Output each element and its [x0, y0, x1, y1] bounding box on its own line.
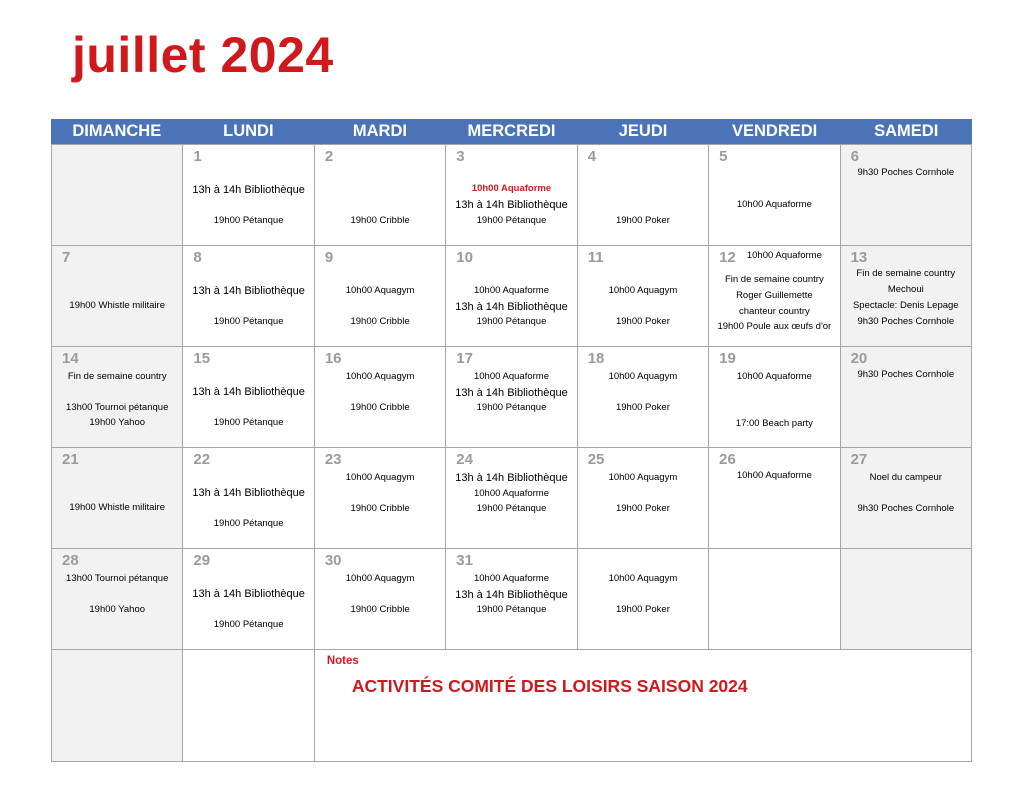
event-item: 10h00 Aquagym [608, 472, 678, 483]
event-item: 10h00 Aquagym [345, 573, 415, 584]
day-cell [315, 246, 446, 347]
event-item: 19h00 Yahoo [89, 604, 146, 615]
notes-label: Notes [326, 655, 359, 667]
event-item: chanteur country [738, 306, 810, 317]
event-item: 9h30 Poches Cornhole [857, 316, 955, 327]
event-item: 19h00 Pétanque [476, 316, 547, 327]
event-item: 10h00 Aquagym [345, 371, 415, 382]
event-item: 9h30 Poches Cornhole [857, 167, 955, 178]
day-cell [315, 347, 446, 448]
day-number: 29 [193, 552, 211, 569]
day-cell [52, 145, 183, 246]
event-item: 17:00 Beach party [735, 418, 813, 429]
event-item: 19h00 Pétanque [476, 604, 547, 615]
day-cell [446, 448, 577, 549]
event-item: 19h00 Pétanque [213, 619, 284, 630]
day-cell [709, 347, 840, 448]
weekday-friday: VENDREDI [732, 122, 818, 140]
day-number: 10 [456, 249, 473, 266]
event-item: 13h à 14h Bibliothèque [455, 199, 568, 211]
weekday-sunday: DIMANCHE [72, 122, 162, 140]
day-cell [183, 145, 314, 246]
day-number: 15 [193, 350, 211, 367]
day-number: 1 [193, 148, 202, 165]
event-item: 19h00 Whistle militaire [69, 300, 165, 311]
event-item: 19h00 Pétanque [476, 503, 547, 514]
day-cell [709, 246, 840, 347]
event-item: 10h00 Aquagym [608, 371, 678, 382]
event-item: 19h00 Poker [615, 316, 670, 327]
event-item: 10h00 Aquaforme [473, 285, 549, 296]
day-cell [315, 549, 446, 650]
day-number: 17 [456, 350, 473, 367]
event-item: 13h à 14h Bibliothèque [192, 487, 305, 499]
event-item: 19h00 Pétanque [213, 316, 284, 327]
day-cell [841, 549, 972, 650]
event-item: Fin de semaine country [856, 268, 956, 279]
day-number: 13 [850, 249, 868, 266]
day-cell [578, 145, 709, 246]
event-item: 19h00 Poker [615, 604, 670, 615]
event-item: 10h00 Aquagym [345, 285, 415, 296]
event-item: Fin de semaine country [724, 274, 824, 285]
event-item: 19h00 Pétanque [476, 215, 547, 226]
event-item: 10h00 Aquaforme [471, 183, 552, 194]
day-cell [446, 246, 577, 347]
day-number: 9 [324, 249, 334, 266]
day-cell [578, 549, 709, 650]
day-cell [315, 448, 446, 549]
event-item: 19h00 Cribble [350, 503, 410, 514]
weekday-tuesday: MARDI [352, 122, 407, 140]
day-number: 24 [456, 451, 473, 468]
day-number: 30 [324, 552, 342, 569]
day-number: 3 [456, 148, 465, 165]
day-cell [578, 448, 709, 549]
day-number: 4 [587, 148, 597, 165]
day-cell [709, 145, 840, 246]
day-cell [52, 246, 183, 347]
day-number: 6 [850, 148, 859, 165]
event-item: 9h30 Poches Cornhole [857, 369, 955, 380]
day-cell [709, 549, 840, 650]
event-item: 13h à 14h Bibliothèque [455, 387, 568, 399]
day-number: 18 [587, 350, 605, 367]
day-cell [183, 246, 314, 347]
day-cell [52, 448, 183, 549]
day-cell [446, 145, 577, 246]
event-item: 19h00 Cribble [350, 402, 410, 413]
day-cell [446, 549, 577, 650]
day-number: 7 [62, 249, 71, 266]
day-number: 14 [62, 350, 79, 367]
event-item: 13h à 14h Bibliothèque [455, 472, 568, 484]
weekday-monday: LUNDI [223, 122, 274, 140]
event-item: Mechoui [887, 284, 924, 295]
event-item: 19h00 Cribble [350, 604, 410, 615]
weekday-wednesday: MERCREDI [467, 122, 556, 140]
calendar [51, 119, 972, 762]
weekday-saturday: SAMEDI [874, 122, 939, 140]
event-item: 19h00 Pétanque [476, 402, 547, 413]
event-item: 19h00 Pétanque [213, 518, 284, 529]
event-item: 19h00 Cribble [350, 316, 410, 327]
day-cell [183, 448, 314, 549]
notes-text: ACTIVITÉS COMITÉ DES LOISIRS SAISON 2024 [351, 676, 748, 696]
day-cell [183, 347, 314, 448]
event-item: 13h à 14h Bibliothèque [192, 386, 305, 398]
event-item: 19h00 Whistle militaire [69, 502, 165, 513]
event-item: Noel du campeur [869, 472, 942, 483]
event-item: 13h à 14h Bibliothèque [192, 588, 305, 600]
event-item: 10h00 Aquagym [608, 285, 678, 296]
event-item: 13h à 14h Bibliothèque [455, 589, 568, 601]
day-cell [841, 246, 972, 347]
day-cell [578, 347, 709, 448]
day-cell [52, 549, 183, 650]
day-number: 5 [719, 148, 728, 165]
event-item: 10h00 Aquaforme [473, 488, 549, 499]
event-item: 19h00 Pétanque [213, 417, 284, 428]
day-cell [841, 145, 972, 246]
event-item: 10h00 Aquaforme [736, 470, 812, 481]
event-item: Fin de semaine country [67, 371, 167, 382]
event-item: 19h00 Poule aux œufs d'or [717, 321, 832, 332]
day-cell [446, 347, 577, 448]
event-item: 13h à 14h Bibliothèque [192, 184, 305, 196]
event-item: 19h00 Pétanque [213, 215, 284, 226]
day-number: 31 [456, 552, 473, 569]
day-number: 19 [719, 350, 736, 367]
day-cell [52, 347, 183, 448]
event-item: 13h00 Tournoi pétanque [66, 402, 169, 413]
calendar-grid [51, 144, 972, 650]
day-number: 16 [324, 350, 342, 367]
day-number: 25 [587, 451, 605, 468]
day-cell [841, 347, 972, 448]
day-number: 28 [62, 552, 79, 569]
event-item: 9h30 Poches Cornhole [857, 503, 955, 514]
notes-empty-cell [183, 650, 314, 762]
day-number: 27 [850, 451, 868, 468]
notes-box [315, 650, 972, 762]
event-item: 13h à 14h Bibliothèque [192, 285, 305, 297]
day-number: 11 [587, 249, 604, 266]
event-item: 10h00 Aquaforme [746, 250, 822, 261]
day-cell [578, 246, 709, 347]
day-number: 8 [193, 249, 202, 266]
event-item: 13h00 Tournoi pétanque [66, 573, 169, 584]
day-number: 23 [324, 451, 342, 468]
event-item: 10h00 Aquaforme [473, 371, 549, 382]
event-item: 19h00 Poker [615, 402, 670, 413]
day-cell [315, 145, 446, 246]
event-item: 19h00 Cribble [350, 215, 410, 226]
day-number: 20 [850, 350, 868, 367]
event-item: 10h00 Aquaforme [473, 573, 549, 584]
page-title: juillet 2024 [72, 27, 334, 83]
event-item: Spectacle: Denis Lepage [852, 300, 959, 311]
notes-empty-cell [52, 650, 183, 762]
weekday-header [51, 119, 972, 144]
event-item: 10h00 Aquaforme [736, 199, 812, 210]
day-number: 26 [719, 451, 736, 468]
day-number: 21 [62, 451, 79, 468]
day-cell [841, 448, 972, 549]
day-cell [709, 448, 840, 549]
event-item: 19h00 Yahoo [89, 417, 146, 428]
event-item: 19h00 Poker [615, 215, 670, 226]
event-item: 10h00 Aquagym [608, 573, 678, 584]
event-item: 13h à 14h Bibliothèque [455, 301, 568, 313]
notes-row [51, 650, 972, 762]
day-cell [183, 549, 314, 650]
day-number: 2 [324, 148, 334, 165]
event-item: Roger Guillemette [736, 290, 813, 301]
weekday-thursday: JEUDI [618, 122, 668, 140]
day-number: 22 [193, 451, 211, 468]
event-item: 10h00 Aquagym [345, 472, 415, 483]
day-number: 12 [719, 249, 736, 266]
event-item: 19h00 Poker [615, 503, 670, 514]
event-item: 10h00 Aquaforme [736, 371, 812, 382]
